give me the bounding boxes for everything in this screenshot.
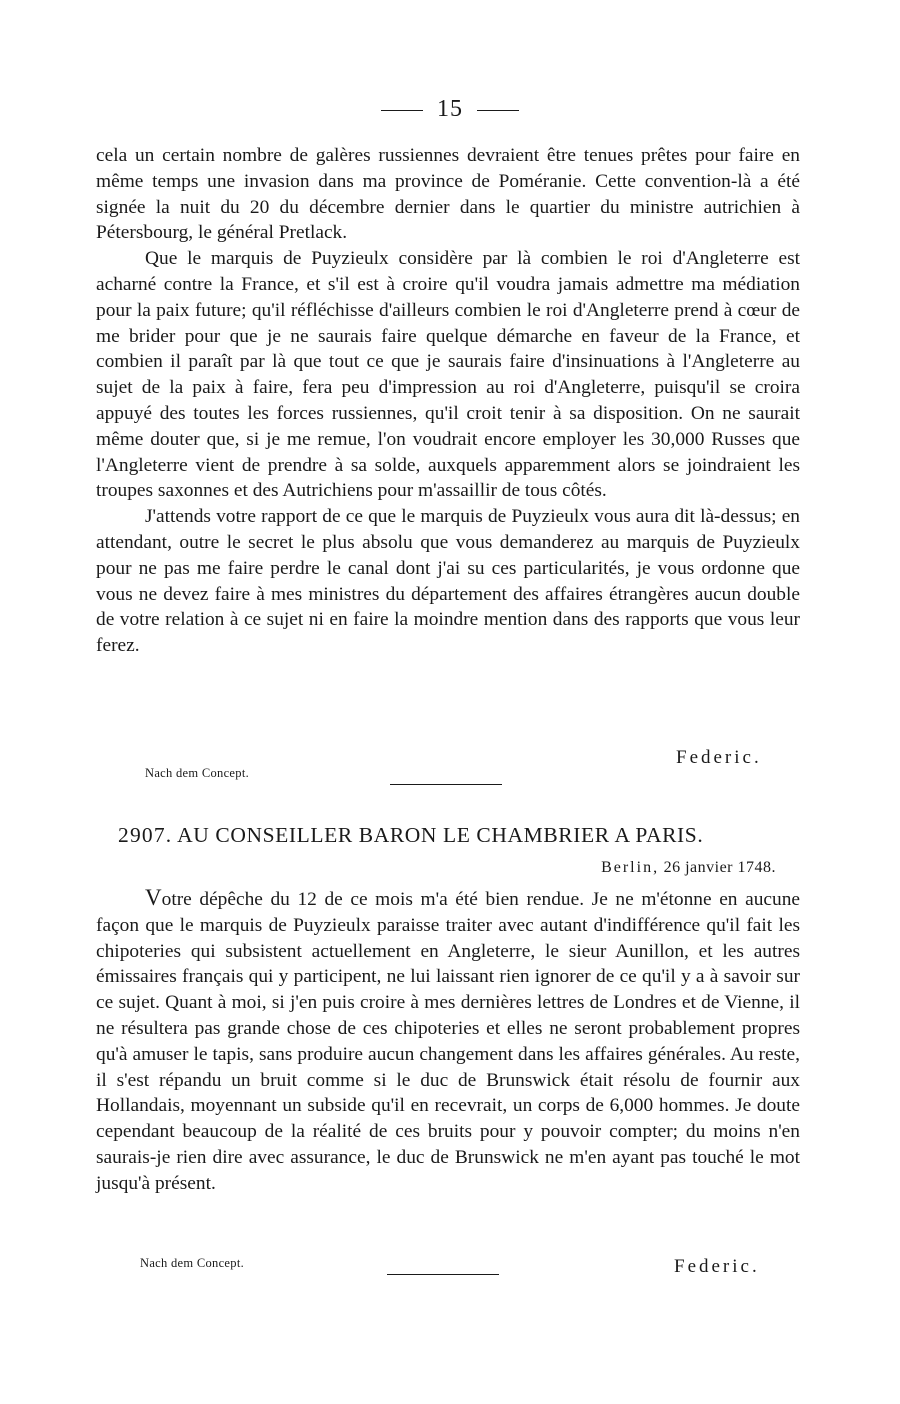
page-header <box>0 96 900 123</box>
letter-2-paragraph <box>96 885 800 1197</box>
letter-2-paragraph-text: otre dépêche du 12 de ce mois m'a été bien rendue. Je ne m'étonne en aucune façon que le marquis de Puyzieulx paraisse traiter avec autant d'indifférence qu'il fait les chipoteries qui subsistent actuellement en Angleterre, le sieur Aunillon, et les autres émissaires français qui y participent, ne lui laissant rien ignorer de ce qu'il y a à savoir sur ce sujet. Quant à moi, si j'en puis croire à mes dernières lettres de Londres et de Vienne, il ne résultera pas grande chose de ces chipoteries et elles ne seront probablement propres qu'à amuser le tapis, sans produire aucun changement dans les affaires générales. Au reste, il s'est répandu un bruit comme si le duc de Brunswick était résolu de fournir aux Hollandais, moyennant un subside qu'il en recevrait, un corps de 6,000 hommes. Je doute cependant beaucoup de la réalité de ces bruits pour y pouvoir compter; du moins n'en saurais-je rien dire avec assurance, le duc de Brunswick ne m'en ayant pas touché le mot jusqu'à présent. <box>96 889 800 1194</box>
letter-1-signature: Federic. <box>676 747 762 768</box>
section-divider <box>390 784 502 785</box>
page-number: 15 <box>437 96 463 122</box>
section-divider-2 <box>387 1274 499 1275</box>
letter-1-paragraph-1: cela un certain nombre de galères russiennes devraient être tenues prêtes pour faire en même temps une invasion dans ma province de Poméranie. Cette convention-là a été signée la nuit du 20 du décembre dernier dans le quartier du ministre autrichien à Pétersbourg, le général Pretlack. <box>96 145 800 244</box>
letter-2-dropcap: V <box>145 885 162 910</box>
letter-2-heading <box>118 823 703 848</box>
letter-1-source-note: Nach dem Concept. <box>145 766 250 780</box>
letter-1-paragraph-3: J'attends votre rapport de ce que le marquis de Puyzieulx vous aura dit là-dessus; en attendant, outre le secret le plus absolu que vous demanderez au marquis de Puyzieulx pour ne pas me faire perdre le canal dont j'ai su ces particularités, je vous ordonne que vous ne devez faire à mes ministres du département des affaires étrangères aucun double de votre relation à ce sujet ni en faire la moindre mention dans des rapports que vous leur ferez. <box>96 506 800 657</box>
letter-2-dateline <box>601 859 776 877</box>
header-dash-left <box>381 110 423 111</box>
header-dash-right <box>477 110 519 111</box>
letter-2-number: 2907. <box>118 823 173 847</box>
letter-2-place: Berlin, <box>601 859 660 876</box>
letter-2-date: 26 janvier 1748. <box>663 859 776 876</box>
letter-2-signature: Federic. <box>674 1256 760 1277</box>
letter-2-source-note: Nach dem Concept. <box>140 1256 245 1270</box>
letter-2-title: AU CONSEILLER BARON LE CHAMBRIER A PARIS. <box>177 823 704 847</box>
letter-1-paragraph-2: Que le marquis de Puyzieulx considère par là combien le roi d'Angleterre est acharné contre la France, et s'il est à croire qu'il voudra jamais admettre ma médiation pour la paix future; qu'il réfléchisse d'ailleurs combien le roi d'Angleterre prend à cœur de me brider pour que je ne saurais faire quelque démarche en faveur de la France, et combien il paraît par là que tout ce que je saurais faire d'insinuations à l'Angleterre au sujet de la paix à faire, fera peu d'impression au roi d'Angleterre, puisqu'il se croira appuyé des toutes les forces russiennes, qu'il croit tenir à sa disposition. On ne saurait même douter que, si je me remue, l'on voudrait encore employer les 30,000 Russes que l'Angleterre vient de prendre à sa solde, auxquels apparemment alors se joindraient les troupes saxonnes et des Autrichiens pour m'assaillir de tous côtés. <box>96 248 800 502</box>
letter-1-body <box>96 143 800 659</box>
letter-2-body <box>96 885 800 1197</box>
